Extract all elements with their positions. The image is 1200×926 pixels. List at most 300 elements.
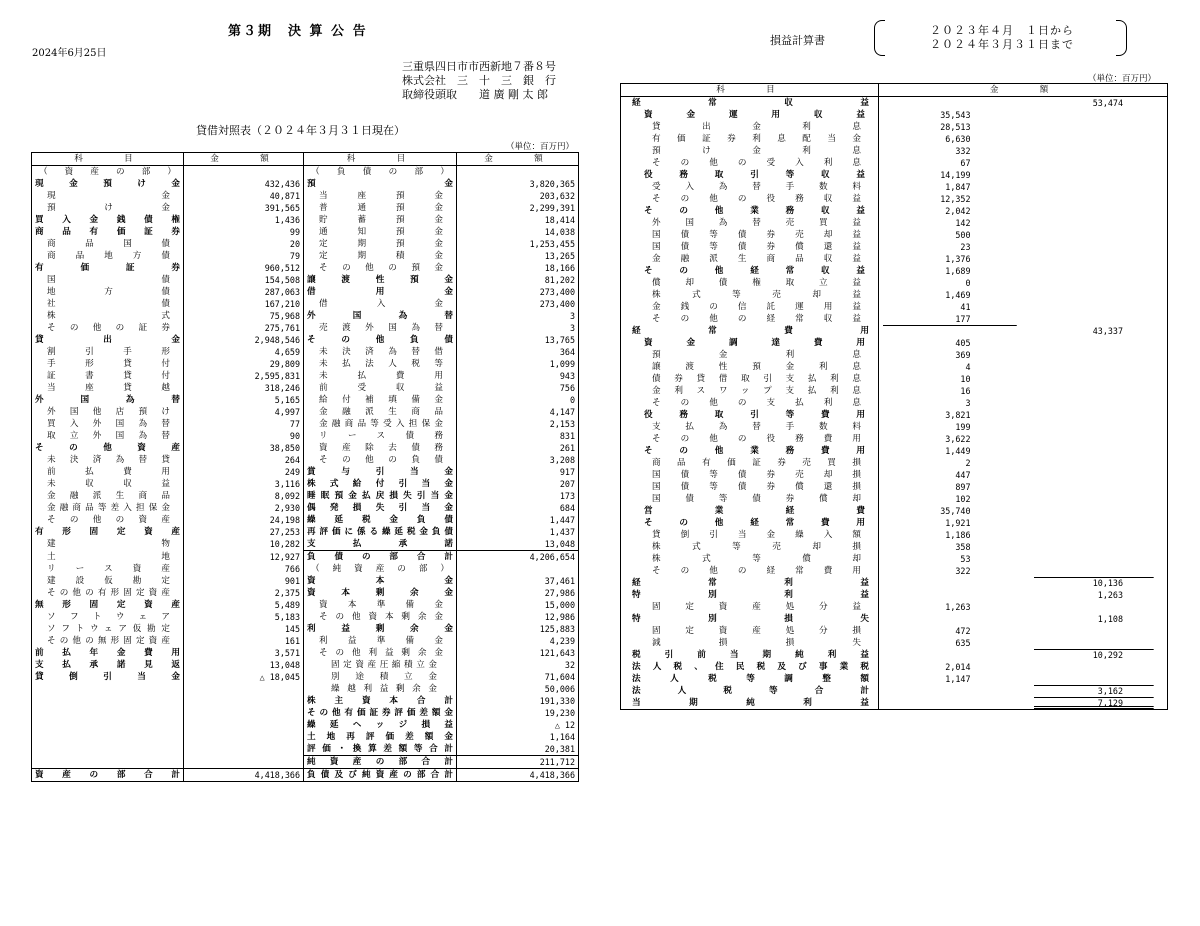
is-label-text: その他業務費用 xyxy=(644,446,865,456)
is-amount-detail: 4 xyxy=(879,361,1031,373)
bs-right-label xyxy=(304,551,457,564)
is-label-text: 特別損失 xyxy=(632,614,869,624)
bs-left-value: 275,761 xyxy=(184,322,304,334)
is-amount-detail xyxy=(879,325,1031,337)
is-label-text: 債券貸借取引支払利息 xyxy=(652,374,861,384)
bs-row xyxy=(32,358,579,370)
is-row xyxy=(621,253,1168,265)
is-amount-total: 1,108 xyxy=(1031,613,1168,625)
is-label xyxy=(621,637,879,649)
bs-left-value xyxy=(184,707,304,719)
is-row xyxy=(621,349,1168,361)
is-amount-detail: 1,263 xyxy=(879,601,1031,613)
is-amount-total xyxy=(1031,157,1168,169)
bs-right-value: 18,166 xyxy=(457,262,579,274)
bs-row xyxy=(32,756,579,769)
bs-row xyxy=(32,635,579,647)
is-label-text: 支払為替手数料 xyxy=(652,422,861,432)
bs-left-label-text: （資産の部） xyxy=(39,167,176,177)
bs-header-row xyxy=(32,153,579,166)
bs-right-label-text: 土地再評価差額金 xyxy=(307,732,453,742)
is-amount-detail xyxy=(879,649,1031,661)
bs-left-value: 13,048 xyxy=(184,659,304,671)
bs-left-label-text: 社債 xyxy=(47,299,170,309)
bs-left-label xyxy=(32,526,184,538)
bs-col-item-right: 科 目 xyxy=(304,153,457,166)
bs-right-label xyxy=(304,695,457,707)
bs-row xyxy=(32,575,579,587)
bs-row xyxy=(32,178,579,190)
is-row xyxy=(621,661,1168,673)
bs-right-label xyxy=(304,358,457,370)
is-label xyxy=(621,109,879,121)
bs-left-value: 766 xyxy=(184,563,304,575)
is-row xyxy=(621,385,1168,397)
bs-left-value: 167,210 xyxy=(184,298,304,310)
bs-left-value: 3,116 xyxy=(184,478,304,490)
is-amount-detail: 472 xyxy=(879,625,1031,637)
is-label xyxy=(621,589,879,601)
bs-row xyxy=(32,382,579,394)
is-row xyxy=(621,277,1168,289)
bs-right-label-text: 外国為替 xyxy=(307,311,453,321)
bs-left-value: 5,489 xyxy=(184,599,304,611)
is-amount-total xyxy=(1031,109,1168,121)
is-row xyxy=(621,241,1168,253)
is-amount-detail: 10 xyxy=(879,373,1031,385)
is-amount-detail: 0 xyxy=(879,277,1031,289)
is-amount-detail: 500 xyxy=(879,229,1031,241)
bs-left-label xyxy=(32,262,184,274)
bs-left-label-text: 地方債 xyxy=(47,287,170,297)
bs-left-label-text: 建物 xyxy=(47,539,170,550)
bs-left-label-text: 買入金銭債権 xyxy=(35,215,180,225)
is-label xyxy=(621,265,879,277)
bs-row xyxy=(32,466,579,478)
is-label-text: 減損損失 xyxy=(652,638,861,648)
bs-left-value: 2,375 xyxy=(184,587,304,599)
is-label xyxy=(621,421,879,433)
is-label xyxy=(621,97,879,110)
is-amount-detail xyxy=(879,697,1031,710)
bs-row xyxy=(32,442,579,454)
is-label-text: 特別利益 xyxy=(632,590,869,600)
is-amount-detail: 322 xyxy=(879,565,1031,577)
bs-left-value xyxy=(184,695,304,707)
is-row xyxy=(621,157,1168,169)
bs-row xyxy=(32,623,579,635)
bs-left-label xyxy=(32,611,184,623)
bs-right-label-text: その他負債 xyxy=(307,335,453,345)
is-amount-total xyxy=(1031,661,1168,673)
bs-right-label-text: 譲渡性預金 xyxy=(307,275,453,285)
bs-right-label xyxy=(304,274,457,286)
period-bracket-left xyxy=(874,20,885,56)
bs-right-label-text: 資本剰余金 xyxy=(307,588,453,598)
bs-right-label xyxy=(304,418,457,430)
bs-left-label xyxy=(32,190,184,202)
bs-right-label xyxy=(304,250,457,262)
bs-left-value: 249 xyxy=(184,466,304,478)
is-amount-total: 53,474 xyxy=(1031,97,1168,110)
bs-left-label-text: その他の無形固定資産 xyxy=(47,636,170,646)
bs-right-value: 917 xyxy=(457,466,579,478)
bs-right-label xyxy=(304,370,457,382)
bs-total-row xyxy=(32,769,579,782)
bs-left-label xyxy=(32,226,184,238)
is-label-text: 固定資産処分損 xyxy=(652,626,861,636)
bs-left-label xyxy=(32,418,184,430)
bs-row xyxy=(32,502,579,514)
bs-right-value xyxy=(457,166,579,179)
is-row xyxy=(621,193,1168,205)
is-label-text: 法人税等調整額 xyxy=(632,674,869,684)
is-amount-total xyxy=(1031,253,1168,265)
bs-left-value: 391,565 xyxy=(184,202,304,214)
is-amount-total xyxy=(1031,517,1168,529)
bs-left-value: 1,436 xyxy=(184,214,304,226)
bs-left-label-text: 有形固定資産 xyxy=(35,527,180,537)
bs-right-label-text: 資産除去債務 xyxy=(319,443,443,453)
income-statement-title: 損益計算書 xyxy=(770,34,825,47)
bs-right-value: 4,147 xyxy=(457,406,579,418)
bs-left-label-text: 未決済為替貸 xyxy=(47,455,170,465)
is-amount-total xyxy=(1031,193,1168,205)
is-label xyxy=(621,181,879,193)
bs-right-label xyxy=(304,623,457,635)
bs-left-value: 99 xyxy=(184,226,304,238)
is-label xyxy=(621,529,879,541)
bs-col-amount-left: 金 額 xyxy=(184,153,304,166)
is-label-text: 国債等債券償却 xyxy=(652,494,861,504)
bs-left-label xyxy=(32,490,184,502)
bs-right-label-text: 固定資産圧縮積立金 xyxy=(331,660,437,670)
bs-right-value: 0 xyxy=(457,394,579,406)
bs-right-value: 13,765 xyxy=(457,334,579,346)
is-row xyxy=(621,541,1168,553)
bs-left-label-text: その他の有形固定資産 xyxy=(47,588,170,598)
is-row xyxy=(621,169,1168,181)
is-row xyxy=(621,493,1168,505)
is-label xyxy=(621,217,879,229)
bs-right-label-text: その他利益剰余金 xyxy=(319,648,443,658)
bs-row xyxy=(32,226,579,238)
is-label-text: 金融派生商品収益 xyxy=(652,254,861,264)
bs-row xyxy=(32,707,579,719)
bs-right-label xyxy=(304,526,457,538)
bs-right-label-text: 利益剰余金 xyxy=(307,624,453,634)
is-amount-detail: 1,147 xyxy=(879,673,1031,685)
bs-right-value: 831 xyxy=(457,430,579,442)
is-label-text: 株式等償却 xyxy=(652,554,861,564)
is-amount-detail xyxy=(879,685,1031,697)
bs-left-value: 2,930 xyxy=(184,502,304,514)
bs-row xyxy=(32,166,579,179)
bs-right-label xyxy=(304,707,457,719)
bs-left-value: 4,997 xyxy=(184,406,304,418)
is-amount-total xyxy=(1031,229,1168,241)
is-amount-detail: 142 xyxy=(879,217,1031,229)
bs-row xyxy=(32,430,579,442)
bs-right-label-text: 繰延税金負債 xyxy=(307,515,453,525)
is-row xyxy=(621,565,1168,577)
bs-left-label xyxy=(32,683,184,695)
bs-right-value: 27,986 xyxy=(457,587,579,599)
is-row xyxy=(621,589,1168,601)
is-label xyxy=(621,229,879,241)
is-label-text: その他の経常収益 xyxy=(652,314,861,324)
is-label xyxy=(621,493,879,505)
is-row xyxy=(621,301,1168,313)
bs-left-label-text: 証書貸付 xyxy=(47,371,170,381)
bs-row xyxy=(32,322,579,334)
bs-left-label-text: 有価証券 xyxy=(35,263,180,273)
bs-right-value: 20,381 xyxy=(457,743,579,756)
bs-right-value: 3 xyxy=(457,310,579,322)
bs-left-label-text: 国債 xyxy=(47,275,170,285)
bs-right-label-text: 借用金 xyxy=(307,287,453,297)
bs-right-label xyxy=(304,442,457,454)
bs-right-label xyxy=(304,490,457,502)
is-amount-detail: 1,449 xyxy=(879,445,1031,457)
is-label-text: 法人税等合計 xyxy=(632,686,869,696)
bs-col-item-left: 科 目 xyxy=(32,153,184,166)
is-label-text: 貸出金利息 xyxy=(652,122,861,132)
bs-left-label-text: 外国為替 xyxy=(35,395,180,405)
is-label-text: 外国為替売買益 xyxy=(652,218,861,228)
is-label xyxy=(621,505,879,517)
period xyxy=(930,24,1074,52)
bs-right-label xyxy=(304,430,457,442)
bs-row xyxy=(32,262,579,274)
is-row xyxy=(621,229,1168,241)
bs-left-label-text: 商品地方債 xyxy=(47,251,170,261)
is-amount-total xyxy=(1031,145,1168,157)
is-amount-total xyxy=(1031,433,1168,445)
is-label xyxy=(621,625,879,637)
bs-left-value: 20 xyxy=(184,238,304,250)
is-label xyxy=(621,481,879,493)
balance-sheet-table xyxy=(31,152,579,782)
is-amount-detail: 3 xyxy=(879,397,1031,409)
is-label-text: 国債等債券売却益 xyxy=(652,230,861,240)
company-representative: 取締役頭取 道 廣 剛 太 郎 xyxy=(402,88,548,101)
is-row xyxy=(621,625,1168,637)
bs-left-label-text: 預け金 xyxy=(47,203,170,213)
bs-right-label-text: その他の負債 xyxy=(319,455,443,465)
is-amount-detail: 6,630 xyxy=(879,133,1031,145)
bs-left-value: 77 xyxy=(184,418,304,430)
is-label-text: 国債等債券償還損 xyxy=(652,482,861,492)
bs-right-label-text: 定期積金 xyxy=(319,251,443,261)
is-row xyxy=(621,613,1168,625)
bs-row xyxy=(32,214,579,226)
bs-right-label-text: 偶発損失引当金 xyxy=(307,503,453,513)
bs-left-label xyxy=(32,707,184,719)
is-label-text: 預け金利息 xyxy=(652,146,861,156)
bs-left-label-text: その他の証券 xyxy=(47,323,170,333)
is-label-text: 金利スワップ支払利息 xyxy=(652,386,861,396)
bs-left-value: 2,595,831 xyxy=(184,370,304,382)
bs-left-label xyxy=(32,166,184,179)
is-amount-total xyxy=(1031,397,1168,409)
is-label-text: 金銭の信託運用益 xyxy=(652,302,861,312)
is-label-text: 税引前当期純利益 xyxy=(632,650,869,660)
bs-right-label xyxy=(304,238,457,250)
bs-right-label xyxy=(304,502,457,514)
bs-left-value: 4,659 xyxy=(184,346,304,358)
bs-total-left-label: 資 産 の 部 合 計 xyxy=(32,769,184,782)
bs-right-label-text: その他の預金 xyxy=(319,263,443,273)
is-label-text: 有価証券利息配当金 xyxy=(652,134,861,144)
is-amount-total xyxy=(1031,217,1168,229)
bs-left-label-text: 当座貸越 xyxy=(47,383,170,393)
is-amount-total xyxy=(1031,625,1168,637)
is-label xyxy=(621,697,879,710)
bs-left-label xyxy=(32,671,184,683)
is-label xyxy=(621,409,879,421)
is-label-text: 償却債権取立益 xyxy=(652,278,861,288)
bs-left-value: 3,571 xyxy=(184,647,304,659)
is-label xyxy=(621,565,879,577)
bs-left-value: 145 xyxy=(184,623,304,635)
is-amount-total xyxy=(1031,133,1168,145)
is-amount-total: 10,136 xyxy=(1031,577,1168,589)
bs-right-label-text: 賞与引当金 xyxy=(307,467,453,477)
is-label xyxy=(621,385,879,397)
is-row xyxy=(621,505,1168,517)
bs-left-value: 2,948,546 xyxy=(184,334,304,346)
is-amount-detail: 897 xyxy=(879,481,1031,493)
company-name: 株式会社 三 十 三 銀 行 xyxy=(402,74,556,87)
is-row xyxy=(621,145,1168,157)
bs-right-label-text: 前受収益 xyxy=(319,383,443,393)
is-label-text: 株式等売却益 xyxy=(652,290,861,300)
is-label xyxy=(621,241,879,253)
bs-right-label xyxy=(304,298,457,310)
bs-right-value: 121,643 xyxy=(457,647,579,659)
bs-right-label xyxy=(304,756,457,769)
bs-row xyxy=(32,310,579,322)
bs-right-label xyxy=(304,659,457,671)
bs-left-label-text: 未収収益 xyxy=(47,479,170,489)
is-amount-detail: 199 xyxy=(879,421,1031,433)
is-row xyxy=(621,457,1168,469)
is-row xyxy=(621,217,1168,229)
is-amount-detail: 1,921 xyxy=(879,517,1031,529)
bs-right-label-text: 金融派生商品 xyxy=(319,407,443,417)
is-amount-detail: 53 xyxy=(879,553,1031,565)
bs-left-value: 960,512 xyxy=(184,262,304,274)
bs-left-label xyxy=(32,538,184,551)
bs-left-label xyxy=(32,178,184,190)
bs-right-label-text: 利益準備金 xyxy=(319,636,443,646)
bs-left-label xyxy=(32,214,184,226)
bs-left-value: 432,436 xyxy=(184,178,304,190)
bs-left-label xyxy=(32,310,184,322)
bs-right-label xyxy=(304,394,457,406)
bs-right-label-text: 未払法人税等 xyxy=(319,359,443,369)
bs-left-label xyxy=(32,599,184,611)
is-amount-total xyxy=(1031,169,1168,181)
bs-right-label xyxy=(304,647,457,659)
bs-left-value xyxy=(184,719,304,731)
bs-right-label xyxy=(304,587,457,599)
is-amount-detail: 16 xyxy=(879,385,1031,397)
is-unit: （単位：百万円） xyxy=(1088,74,1157,84)
bs-right-label xyxy=(304,190,457,202)
is-label-text: 国債等債券償還益 xyxy=(652,242,861,252)
bs-left-label xyxy=(32,250,184,262)
is-label-text: 株式等売却損 xyxy=(652,542,861,552)
bs-left-value: 12,927 xyxy=(184,551,304,564)
is-amount-detail: 405 xyxy=(879,337,1031,349)
bs-right-value: 273,400 xyxy=(457,298,579,310)
bs-row xyxy=(32,659,579,671)
is-amount-total xyxy=(1031,181,1168,193)
is-amount-total xyxy=(1031,529,1168,541)
bs-left-label xyxy=(32,322,184,334)
bs-right-label xyxy=(304,611,457,623)
is-header-row xyxy=(621,84,1168,97)
is-row xyxy=(621,181,1168,193)
is-label xyxy=(621,577,879,589)
bs-row xyxy=(32,743,579,756)
is-amount-detail: 2,042 xyxy=(879,205,1031,217)
bs-left-label-text: リース資産 xyxy=(47,564,170,574)
bs-left-label xyxy=(32,514,184,526)
is-label xyxy=(621,349,879,361)
bs-right-label-text: 評価・換算差額等合計 xyxy=(307,744,453,754)
is-amount-detail: 35,740 xyxy=(879,505,1031,517)
is-amount-total xyxy=(1031,553,1168,565)
is-row xyxy=(621,205,1168,217)
is-col-amount: 金 額 xyxy=(879,84,1168,97)
is-label-text: 商品有価証券売買損 xyxy=(652,458,861,468)
is-row xyxy=(621,685,1168,697)
bs-row xyxy=(32,731,579,743)
bs-left-label-text: 商品有価証券 xyxy=(35,227,180,237)
bs-left-value: 27,253 xyxy=(184,526,304,538)
is-label xyxy=(621,157,879,169)
bs-left-label xyxy=(32,623,184,635)
is-amount-detail: 358 xyxy=(879,541,1031,553)
is-amount-total xyxy=(1031,301,1168,313)
bs-right-label-text: （純資産の部） xyxy=(311,564,449,574)
bs-row xyxy=(32,346,579,358)
is-label xyxy=(621,601,879,613)
is-row xyxy=(621,433,1168,445)
is-row xyxy=(621,577,1168,589)
bs-right-value: 207 xyxy=(457,478,579,490)
bs-right-value: △ 12 xyxy=(457,719,579,731)
bs-right-label-text: 借入金 xyxy=(319,299,443,309)
bs-left-value: 161 xyxy=(184,635,304,647)
bs-left-label-text: ソフトウェア仮勘定 xyxy=(47,624,170,634)
bs-left-label xyxy=(32,454,184,466)
is-label xyxy=(621,193,879,205)
bs-right-value: 756 xyxy=(457,382,579,394)
bs-left-label-text: 買入外国為替 xyxy=(47,419,170,429)
bs-right-label-text: （負債の部） xyxy=(311,167,449,177)
is-amount-total: 43,337 xyxy=(1031,325,1168,337)
bs-left-value: 5,183 xyxy=(184,611,304,623)
is-label xyxy=(621,517,879,529)
bs-row xyxy=(32,647,579,659)
is-amount-detail: 102 xyxy=(879,493,1031,505)
is-amount-detail: 28,513 xyxy=(879,121,1031,133)
is-label xyxy=(621,133,879,145)
